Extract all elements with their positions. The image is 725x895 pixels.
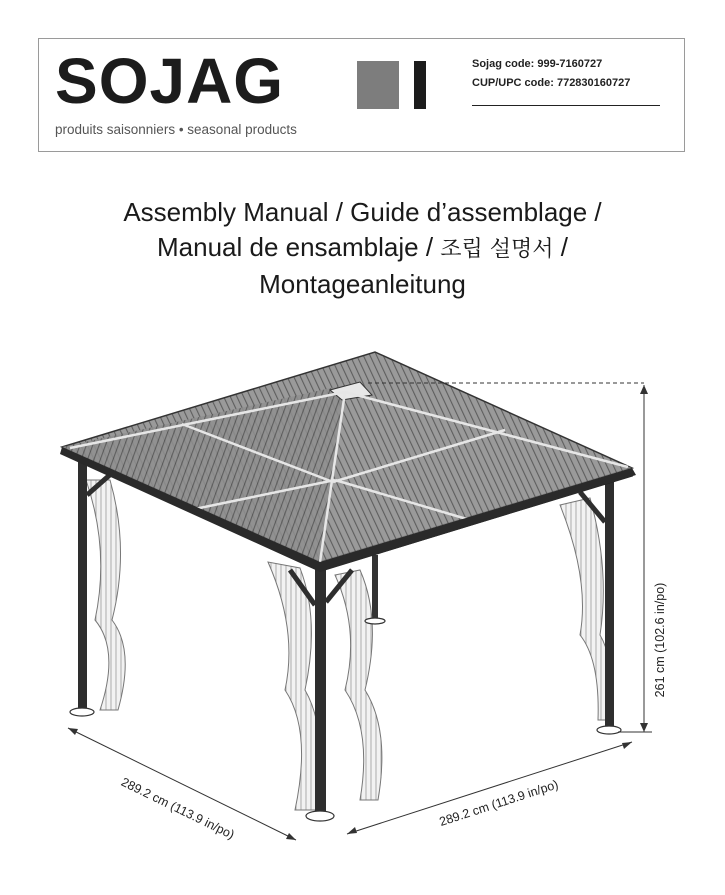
height-label: 261 cm (102.6 in/po) xyxy=(653,582,667,698)
brand-logo-text: SOJAG xyxy=(55,45,285,117)
header-box xyxy=(38,38,685,152)
brand-tagline: produits saisonniers • seasonal products xyxy=(55,122,297,137)
title-spanish: Manual de ensamblaje / xyxy=(156,232,441,262)
gazebo-illustration xyxy=(0,330,725,895)
codes-underline xyxy=(472,105,660,106)
right-curtain xyxy=(560,498,613,720)
depth-dimension xyxy=(68,728,296,842)
product-codes xyxy=(472,55,630,93)
back-posts xyxy=(372,555,378,620)
title-line-3: Montageanleitung xyxy=(259,269,466,299)
roof xyxy=(60,352,636,572)
width-dimension xyxy=(347,742,632,834)
brand-logo-bar xyxy=(414,61,426,109)
sojag-code: Sojag code: 999-7160727 xyxy=(472,58,603,70)
title-line-2 xyxy=(0,230,725,267)
width-label: 289.2 cm (113.9 in/po) xyxy=(437,777,560,830)
left-curtain xyxy=(86,480,125,710)
title-line-1: Assembly Manual / Guide d’assemblage / xyxy=(123,197,602,227)
brand-logo-square xyxy=(357,61,399,109)
depth-label: 289.2 cm (113.9 in/po) xyxy=(118,774,237,842)
title-korean: 조립 설명서 xyxy=(440,237,554,262)
title-slash: / xyxy=(553,232,568,262)
upc-code: CUP/UPC code: 772830160727 xyxy=(472,77,631,89)
manual-title xyxy=(0,195,725,302)
